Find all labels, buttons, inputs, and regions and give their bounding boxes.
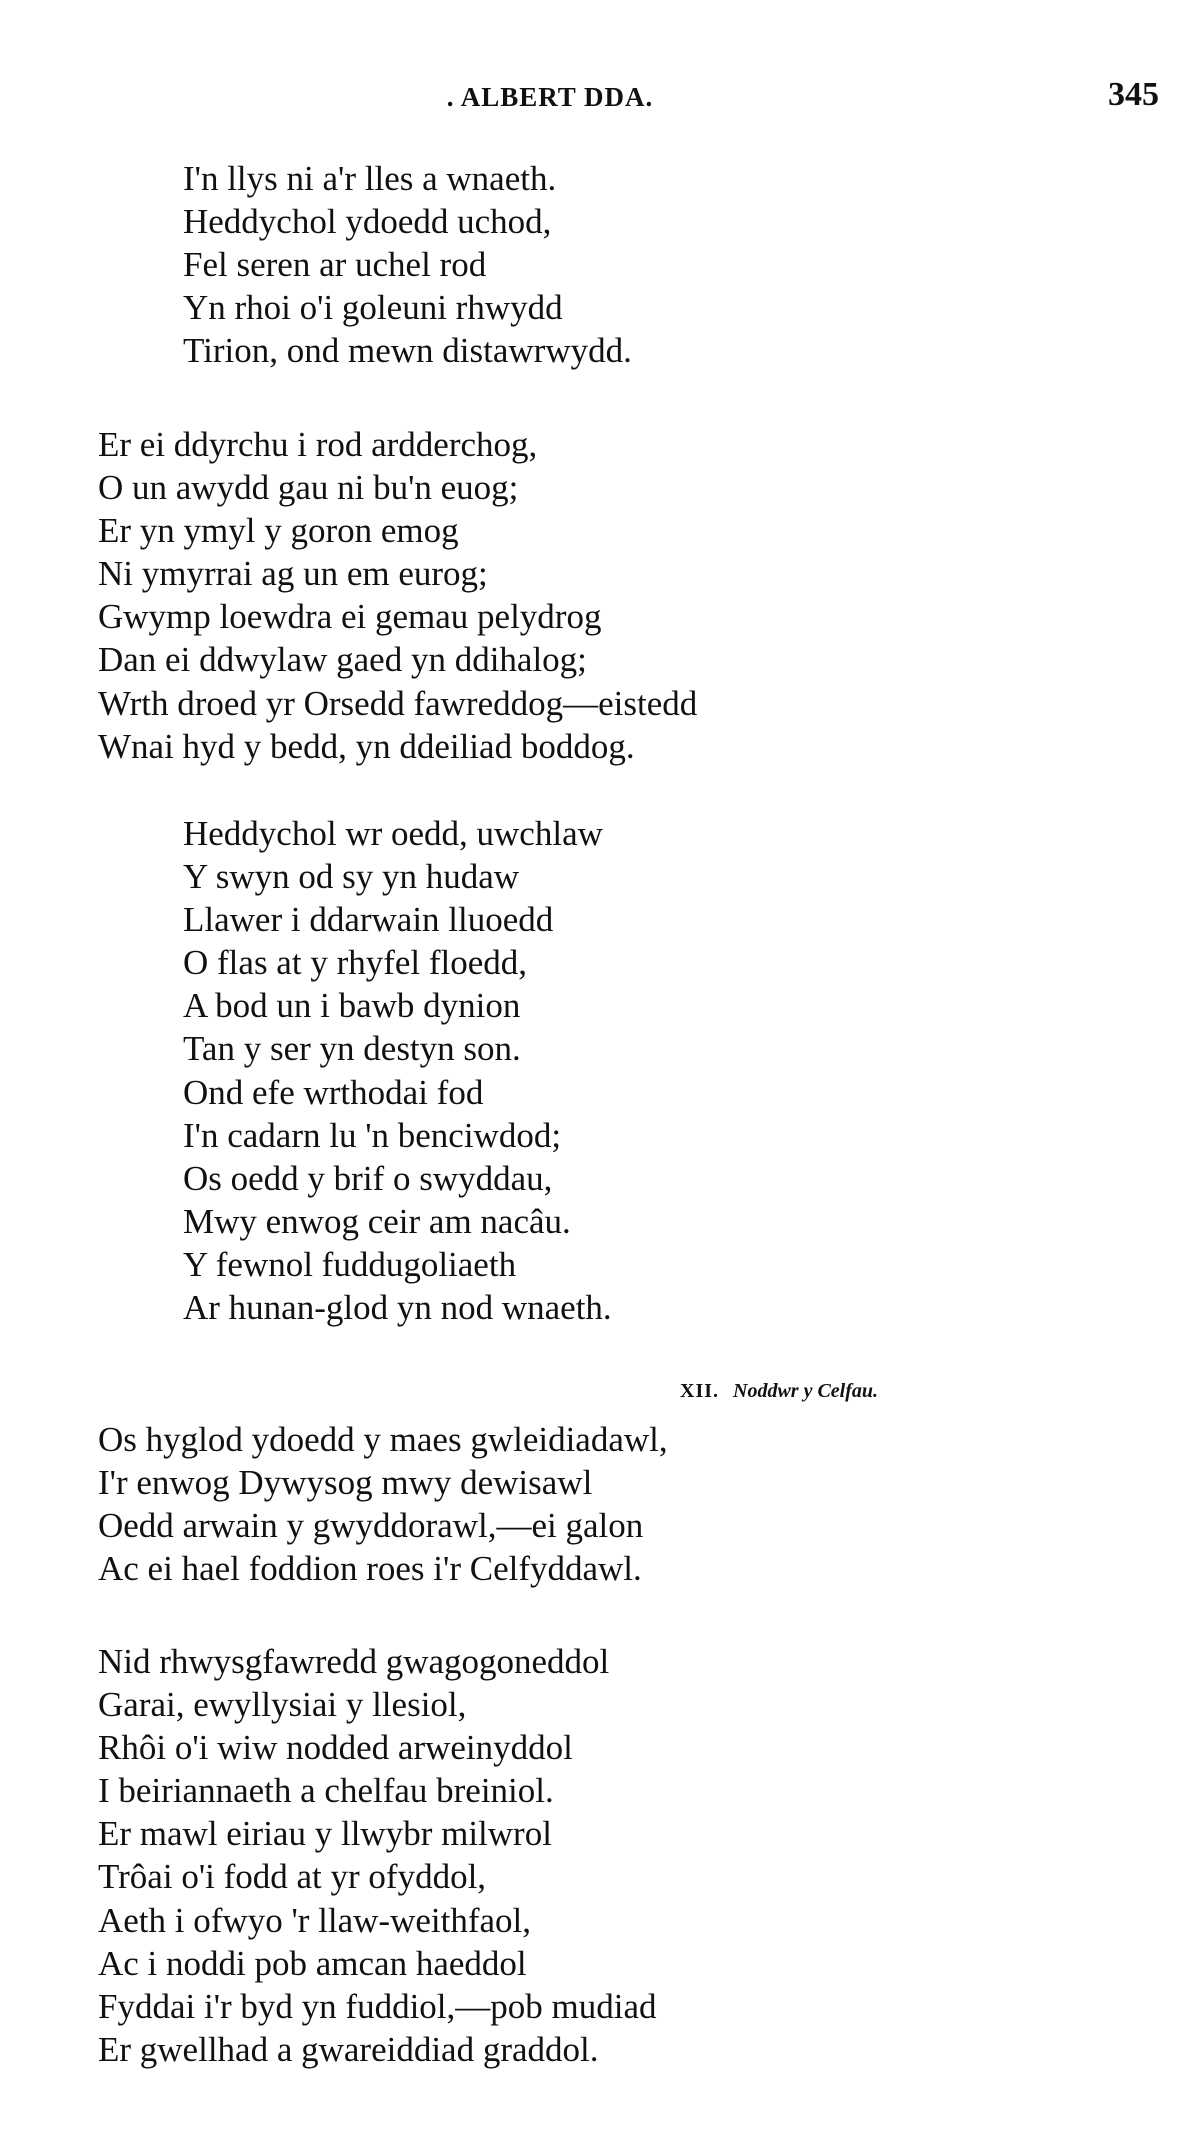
verse-line: Y fewnol fuddugoliaeth: [183, 1244, 517, 1284]
verse-line: Oedd arwain y gwyddorawl,—ei galon: [98, 1506, 644, 1546]
verse-line: Tirion, ond mewn distawrwydd.: [183, 331, 632, 371]
verse-line: Wrth droed yr Orsedd fawreddog—eistedd: [98, 683, 698, 723]
verse-line: Fyddai i'r byd yn fuddiol,—pob mudiad: [98, 1986, 657, 2026]
poem-source: Noddwr y Celfau.: [733, 1380, 879, 1402]
verse-line: Er yn ymyl y goron emog: [98, 511, 459, 551]
verse-line: Gwymp loewdra ei gemau pelydrog: [98, 597, 602, 637]
verse-line: Os hyglod ydoedd y maes gwleidiadawl,: [98, 1420, 668, 1459]
running-header-title: . ALBERT DDA.: [446, 82, 654, 112]
stanza: [98, 1640, 657, 2071]
stanza: [98, 1418, 668, 1590]
verse-line: I'r enwog Dywysog mwy dewisawl: [98, 1463, 593, 1503]
verse-line: Ni ymyrrai ag un em eurog;: [98, 554, 488, 594]
verse-line: Llawer i ddarwain lluoedd: [183, 900, 554, 940]
verse-line: Heddychol wr oedd, uwchlaw: [183, 814, 603, 853]
verse-line: Fel seren ar uchel rod: [183, 245, 487, 285]
verse-line: Tan y ser yn destyn son.: [183, 1029, 521, 1069]
verse-line: I beiriannaeth a chelfau breiniol.: [98, 1771, 554, 1811]
verse-line: Dan ei ddwylaw gaed yn ddihalog;: [98, 640, 587, 680]
verse-line: Nid rhwysgfawredd gwagogoneddol: [98, 1642, 610, 1681]
verse-line: Mwy enwog ceir am nacâu.: [183, 1201, 571, 1241]
stanza: [183, 812, 612, 1329]
stanza: [183, 157, 632, 372]
verse-line: Yn rhoi o'i goleuni rhwydd: [183, 288, 563, 328]
verse-line: Er gwellhad a gwareiddiad graddol.: [98, 2029, 599, 2069]
verse-line: A bod un i bawb dynion: [183, 986, 521, 1026]
verse-line: Aeth i ofwyo 'r llaw-weithfaol,: [98, 1900, 531, 1940]
verse-line: Y swyn od sy yn hudaw: [183, 857, 520, 897]
stanza: [98, 423, 697, 768]
verse-line: Rhôi o'i wiw nodded arweinyddol: [98, 1728, 573, 1768]
verse-line: Garai, ewyllysiai y llesiol,: [98, 1685, 467, 1725]
verse-line: Ar hunan-glod yn nod wnaeth.: [183, 1288, 612, 1328]
verse-line: O un awydd gau ni bu'n euog;: [98, 468, 519, 508]
verse-line: Ac ei hael foddion roes i'r Celfyddawl.: [98, 1549, 642, 1589]
verse-line: I'n llys ni a'r lles a wnaeth.: [183, 159, 557, 198]
verse-line: O flas at y rhyfel floedd,: [183, 943, 528, 983]
verse-line: Trôai o'i fodd at yr ofyddol,: [98, 1857, 487, 1897]
verse-line: Os oedd y brif o swyddau,: [183, 1158, 553, 1198]
verse-line: Ond efe wrthodai fod: [183, 1072, 484, 1112]
poem-attribution: [680, 1380, 878, 1403]
verse-line: Er ei ddyrchu i rod ardderchog,: [98, 425, 538, 464]
verse-line: Wnai hyd y bedd, yn ddeiliad boddog.: [98, 726, 635, 766]
verse-line: Ac i noddi pob amcan haeddol: [98, 1943, 527, 1983]
page-number: 345: [1108, 76, 1159, 113]
verse-line: I'n cadarn lu 'n benciwdod;: [183, 1115, 562, 1155]
verse-line: Er mawl eiriau y llwybr milwrol: [98, 1814, 552, 1854]
verse-line: Heddychol ydoedd uchod,: [183, 202, 552, 242]
poem-number: XII.: [680, 1380, 720, 1402]
